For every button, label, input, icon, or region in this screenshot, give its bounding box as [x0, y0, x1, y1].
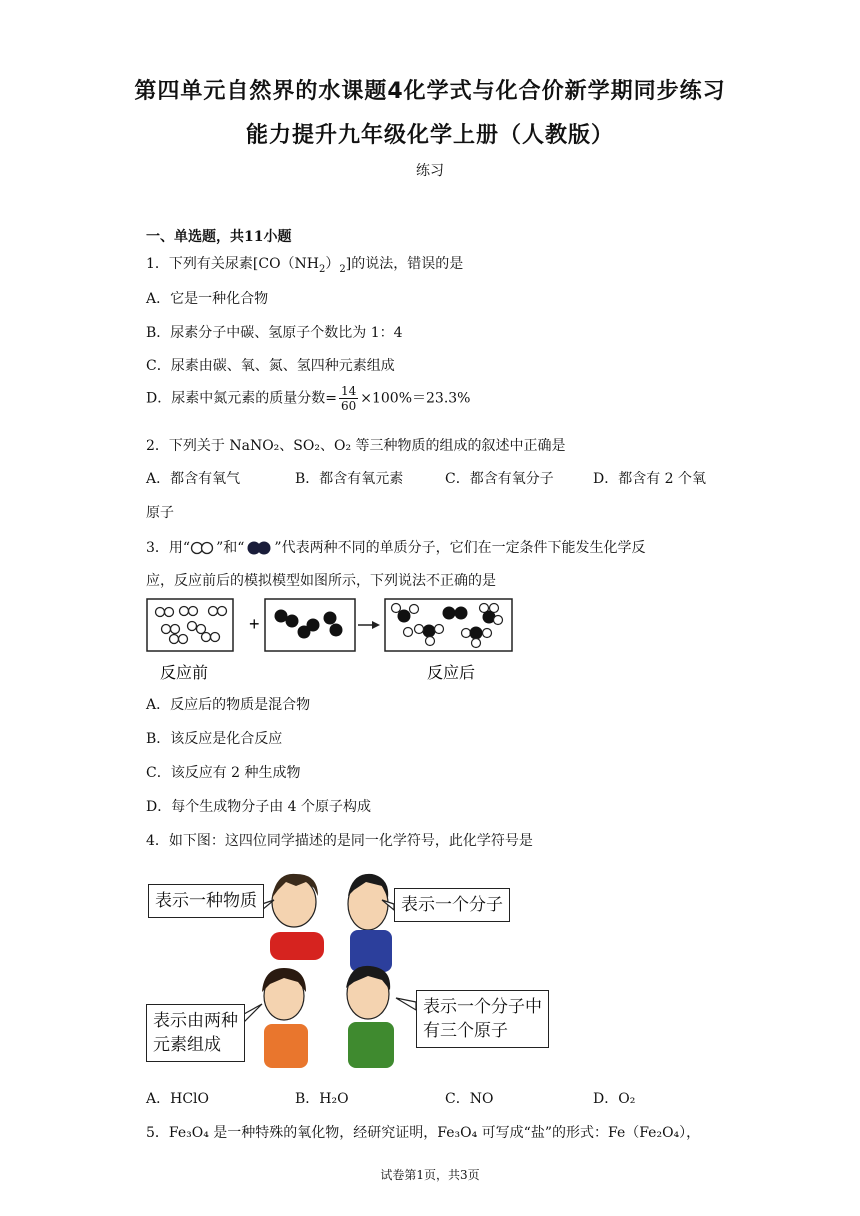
q2-option-d: D．都含有 2 个氧 — [593, 471, 707, 487]
q3-option-d: D．每个生成物分子由 4 个原子构成 — [146, 799, 372, 815]
student-3 — [262, 968, 308, 1068]
student-2 — [348, 874, 392, 972]
fraction-denominator: 60 — [340, 399, 357, 413]
page-title-line2: 能力提升九年级化学上册（人教版） — [245, 123, 614, 148]
q2-option-c: C．都含有氧分子 — [445, 471, 554, 487]
q1-option-d-text: ×100%＝23.3% — [360, 390, 471, 407]
q4-option-a: A．HClO — [146, 1091, 209, 1107]
page-subtitle: 练习 — [416, 163, 444, 179]
page-footer: 试卷第1页，共3页 — [380, 1168, 480, 1182]
q2-option-b: B．都含有氧元素 — [295, 471, 404, 487]
q4-stem: 4．如下图：这四位同学描述的是同一化学符号，此化学符号是 — [146, 833, 533, 849]
q1-stem — [146, 253, 463, 275]
student-4 — [346, 966, 394, 1068]
q1-option-d — [146, 384, 470, 413]
q4-option-d: D．O₂ — [593, 1091, 636, 1107]
q3-stem-part: ”代表两种不同的单质分子，它们在一定条件下能发生化学反 — [274, 540, 646, 556]
q1-option-a: A．它是一种化合物 — [146, 291, 269, 307]
speech-bubble-3-line: 元素组成 — [153, 1035, 221, 1055]
q1-option-d-text: D．尿素中氮元素的质量分数= — [146, 390, 337, 407]
fraction — [339, 384, 358, 413]
white-molecule-icon — [190, 541, 216, 555]
section-heading: 一、单选题，共11小题 — [146, 229, 292, 245]
speech-bubble-3-line: 表示由两种 — [153, 1011, 238, 1031]
q1-sub: 2 — [339, 263, 346, 275]
q1-sub: 2 — [319, 263, 326, 275]
q1-stem-part: ） — [325, 256, 340, 272]
q2-stem: 2．下列关于 NaNO₂、SO₂、O₂ 等三种物质的组成的叙述中正确是 — [146, 438, 566, 454]
speech-bubble-4 — [416, 990, 549, 1048]
page-title-line1: 第四单元自然界的水课题4化学式与化合价新学期同步练习 — [134, 79, 726, 104]
four-students-figure — [146, 864, 556, 1074]
reaction-model-figure — [146, 596, 526, 686]
label-after: 反应后 — [426, 665, 476, 682]
q3-option-b: B．该反应是化合反应 — [146, 731, 283, 747]
q4-option-c: C．NO — [445, 1091, 494, 1107]
q4-option-b: B．H₂O — [295, 1091, 349, 1107]
q3-stem — [146, 537, 646, 557]
q3-option-c: C．该反应有 2 种生成物 — [146, 765, 301, 781]
q3-option-a: A．反应后的物质是混合物 — [146, 697, 311, 713]
label-before: 反应前 — [159, 665, 209, 682]
q5-stem: 5．Fe₃O₄ 是一种特殊的氧化物，经研究证明，Fe₃O₄ 可写成“盐”的形式：Fe（Fe₂O₄）， — [146, 1125, 701, 1141]
q3-stem-part: ”和“ — [216, 540, 245, 556]
dark-molecule-icon — [244, 540, 274, 556]
q1-stem-part: ]的说法，错误的是 — [345, 256, 464, 272]
speech-bubble-4-line: 表示一个分子中 — [423, 997, 542, 1017]
speech-bubble-2: 表示一个分子 — [394, 888, 510, 922]
q2-option-a: A．都含有氧气 — [146, 471, 241, 487]
arrow-head — [372, 621, 380, 629]
q1-option-b: B．尿素分子中碳、氢原子个数比为 1：4 — [146, 325, 403, 341]
q1-option-c: C．尿素由碳、氧、氮、氢四种元素组成 — [146, 358, 395, 374]
q1-stem-part: 1．下列有关尿素[CO（NH — [146, 256, 320, 272]
speech-bubble-4-line: 有三个原子 — [423, 1021, 508, 1041]
student-1 — [270, 874, 324, 960]
speech-bubble-1: 表示一种物质 — [148, 884, 264, 918]
speech-bubble-3 — [146, 1004, 245, 1062]
q2-option-d-cont: 原子 — [146, 505, 174, 521]
q3-stem-cont: 应，反应前后的模拟模型如图所示，下列说法不正确的是 — [146, 573, 496, 589]
plus-sign: + — [249, 614, 260, 634]
q3-stem-part: 3．用“ — [146, 540, 191, 556]
fraction-numerator: 14 — [340, 384, 357, 398]
